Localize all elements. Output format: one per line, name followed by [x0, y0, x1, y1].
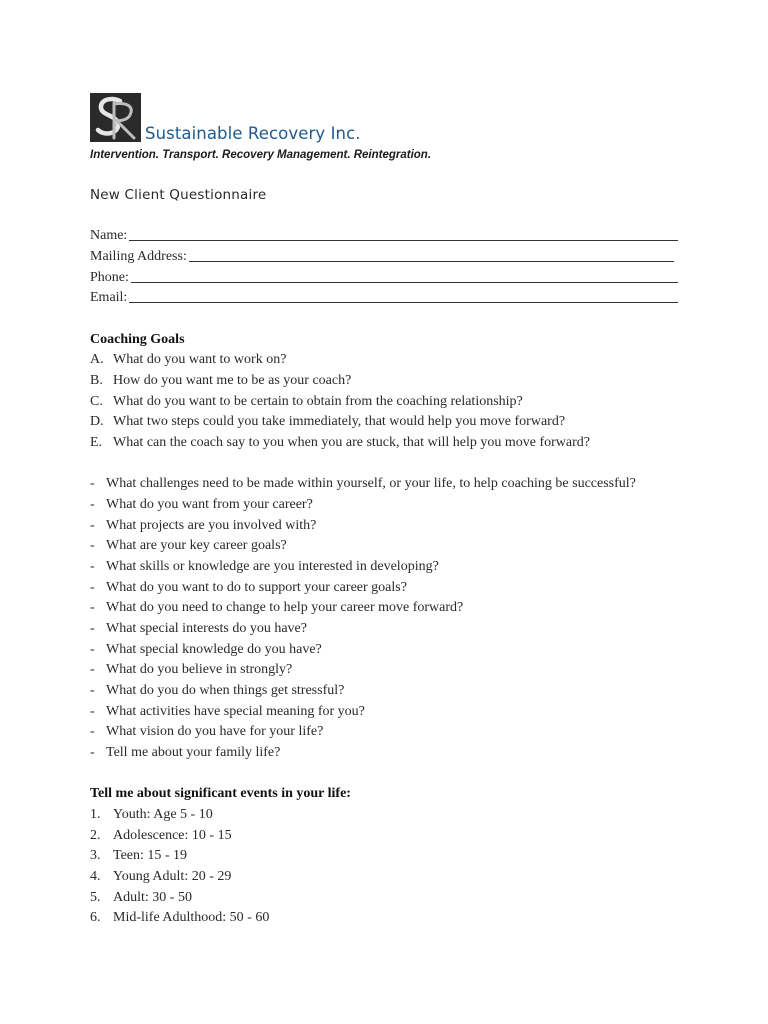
- coaching-goals-heading: Coaching Goals: [90, 332, 185, 347]
- list-text: Mid-life Adulthood: 50 - 60: [113, 910, 270, 925]
- coaching-goal-item: [90, 392, 523, 412]
- list-text: What do you want to be certain to obtain from the coaching relationship?: [113, 394, 523, 409]
- life-event-item: [90, 846, 187, 866]
- bullet-marker: -: [90, 580, 95, 595]
- field-blank-line[interactable]: [129, 226, 678, 241]
- life-event-item: [90, 888, 192, 908]
- life-event-item: [90, 867, 231, 887]
- list-marker: C.: [90, 394, 103, 409]
- bullet-marker: -: [90, 518, 95, 533]
- bullet-marker: -: [90, 683, 95, 698]
- question-text: What are your key career goals?: [106, 538, 287, 553]
- coaching-goal-item: [90, 433, 590, 453]
- bullet-marker: -: [90, 621, 95, 636]
- bullet-marker: -: [90, 642, 95, 657]
- question-item: [90, 598, 463, 618]
- question-item: [90, 722, 323, 742]
- list-text: How do you want me to be as your coach?: [113, 373, 352, 388]
- question-text: What do you want from your career?: [106, 497, 313, 512]
- list-marker: B.: [90, 373, 103, 388]
- question-text: Tell me about your family life?: [106, 745, 281, 760]
- phone-field[interactable]: [90, 268, 678, 288]
- question-item: [90, 516, 316, 536]
- bullet-marker: -: [90, 704, 95, 719]
- mailing-address-field[interactable]: [90, 247, 674, 267]
- life-events-heading: Tell me about significant events in your life:: [90, 786, 351, 801]
- list-marker: 1.: [90, 807, 101, 822]
- question-text: What skills or knowledge are you interested in developing?: [106, 559, 439, 574]
- coaching-goal-item: [90, 371, 351, 391]
- life-event-item: [90, 826, 232, 846]
- list-marker: 3.: [90, 848, 101, 863]
- field-label: Phone:: [90, 270, 129, 285]
- question-item: [90, 660, 292, 680]
- bullet-marker: -: [90, 745, 95, 760]
- coaching-goal-item: [90, 350, 286, 370]
- field-blank-line[interactable]: [131, 268, 678, 283]
- bullet-marker: -: [90, 600, 95, 615]
- question-text: What do you believe in strongly?: [106, 662, 293, 677]
- company-name: Sustainable Recovery Inc.: [145, 124, 361, 143]
- list-text: Young Adult: 20 - 29: [113, 869, 232, 884]
- life-event-item: [90, 805, 213, 825]
- question-item: [90, 702, 365, 722]
- question-text: What vision do you have for your life?: [106, 724, 324, 739]
- question-item: [90, 495, 313, 515]
- question-text: What do you do when things get stressful?: [106, 683, 345, 698]
- bullet-marker: -: [90, 662, 95, 677]
- email-field[interactable]: [90, 288, 678, 308]
- list-marker: 2.: [90, 828, 101, 843]
- coaching-goal-item: [90, 412, 565, 432]
- life-event-item: [90, 908, 269, 928]
- company-tagline: Intervention. Transport. Recovery Management. Reintegration.: [90, 149, 432, 161]
- bullet-marker: -: [90, 476, 95, 491]
- question-text: What special interests do you have?: [106, 621, 307, 636]
- question-text: What projects are you involved with?: [106, 518, 317, 533]
- field-label: Mailing Address:: [90, 249, 187, 264]
- bullet-marker: -: [90, 497, 95, 512]
- bullet-marker: -: [90, 724, 95, 739]
- company-logo: [90, 93, 141, 142]
- field-label: Email:: [90, 290, 128, 305]
- bullet-marker: -: [90, 559, 95, 574]
- question-item: [90, 578, 407, 598]
- question-item: [90, 536, 287, 556]
- question-text: What special knowledge do you have?: [106, 642, 322, 657]
- list-text: What do you want to work on?: [113, 352, 287, 367]
- question-item: [90, 474, 636, 494]
- list-text: Youth: Age 5 - 10: [113, 807, 213, 822]
- question-text: What do you need to change to help your career move forward?: [106, 600, 464, 615]
- question-text: What activities have special meaning for you?: [106, 704, 365, 719]
- list-marker: 5.: [90, 890, 101, 905]
- list-marker: 6.: [90, 910, 101, 925]
- list-text: Adolescence: 10 - 15: [113, 828, 232, 843]
- bullet-marker: -: [90, 538, 95, 553]
- question-item: [90, 743, 280, 763]
- question-text: What do you want to do to support your career goals?: [106, 580, 407, 595]
- field-blank-line[interactable]: [129, 288, 678, 303]
- question-item: [90, 619, 307, 639]
- field-label: Name:: [90, 228, 128, 243]
- field-blank-line[interactable]: [189, 247, 674, 262]
- list-text: Teen: 15 - 19: [113, 848, 188, 863]
- list-marker: 4.: [90, 869, 101, 884]
- page-title: New Client Questionnaire: [90, 187, 267, 203]
- list-text: What can the coach say to you when you are stuck, that will help you move forward?: [113, 435, 591, 450]
- question-item: [90, 640, 322, 660]
- list-marker: A.: [90, 352, 104, 367]
- list-text: Adult: 30 - 50: [113, 890, 192, 905]
- list-marker: D.: [90, 414, 104, 429]
- question-item: [90, 681, 344, 701]
- list-text: What two steps could you take immediately, that would help you move forward?: [113, 414, 566, 429]
- name-field[interactable]: [90, 226, 678, 246]
- list-marker: E.: [90, 435, 103, 450]
- question-text: What challenges need to be made within yourself, or your life, to help coaching be successful?: [106, 476, 636, 491]
- question-item: [90, 557, 439, 577]
